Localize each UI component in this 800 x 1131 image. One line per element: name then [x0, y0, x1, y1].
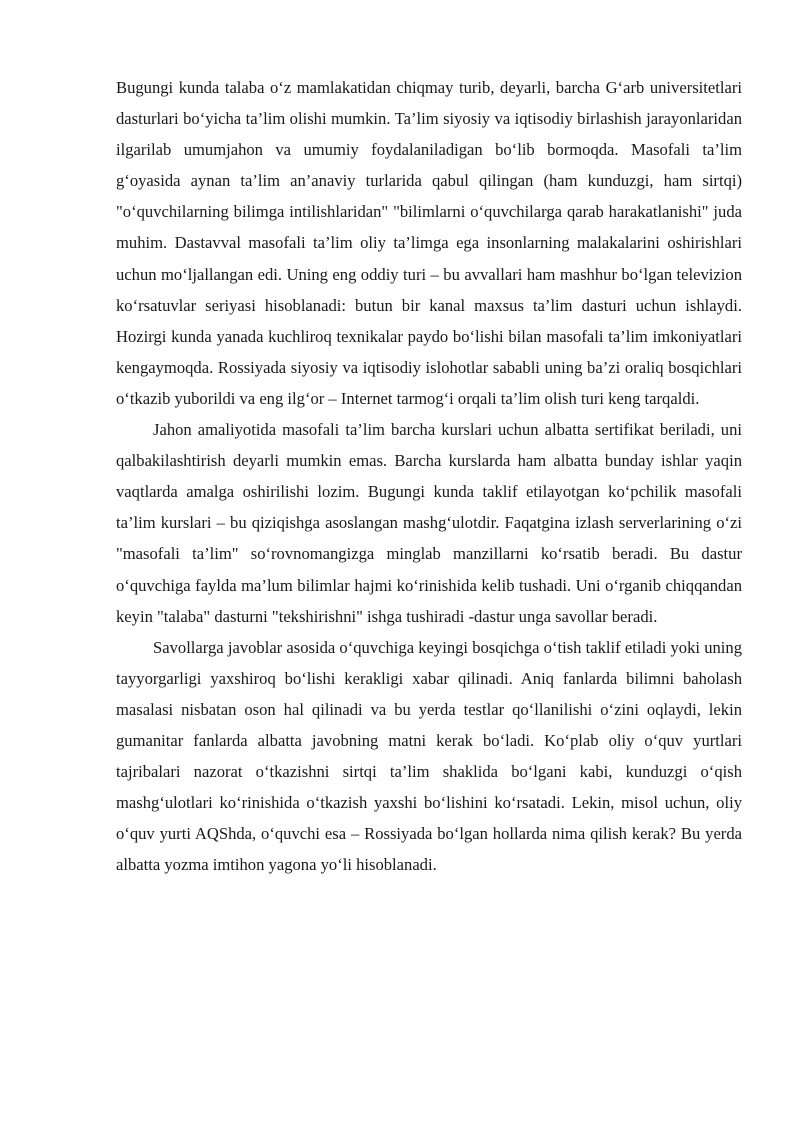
paragraph-1: Bugungi kunda talaba o‘z mamlakatidan chiqmay turib, deyarli, barcha G‘arb universitetlari dasturlari bo‘yicha ta’lim olishi mumkin. Ta’lim siyosiy va iqtisodiy birlashish jarayonlaridan ilgarilab umumjahon va umumiy foydalaniladigan bo‘lib bormoqda. Masofali ta’lim g‘oyasida aynan ta’lim an’anaviy turlarida qabul qilingan (ham kunduzgi, ham sirtqi) "o‘quvchilarning bilimga intilishlaridan" "bilimlarni o‘quvchilarga qarab harakatlanishi" juda muhim. Dastavval masofali ta’lim oliy ta’limga ega insonlarning malakalarini oshirishlari uchun mo‘ljallangan edi. Uning eng oddiy turi – bu avvallari ham mashhur bo‘lgan televizion ko‘rsatuvlar seriyasi hisoblanadi: butun bir kanal maxsus ta’lim dasturi uchun ishlaydi. Hozirgi kunda yanada kuchliroq texnikalar paydo bo‘lishi bilan masofali ta’lim imkoniyatlari kengaymoqda. Rossiyada siyosiy va iqtisodiy islohotlar sababli uning ba’zi oraliq bosqichlari o‘tkazib yuborildi va eng ilg‘or – Internet tarmog‘i orqali ta’lim olish turi keng tarqaldi. — [116, 78, 742, 408]
paragraph-2: Jahon amaliyotida masofali ta’lim barcha kurslari uchun albatta sertifikat beriladi, uni qalbakilashtirish deyarli mumkin emas. Barcha kurslarda ham albatta bunday ishlar yaqin vaqtlarda amalga oshirilishi lozim. Bugungi kunda taklif etilayotgan ko‘pchilik masofali ta’lim kurslari – bu qiziqishga asoslangan mashg‘ulotdir. Faqatgina izlash serverlarining o‘zi "masofali ta’lim" so‘rovnomangizga minglab manzillarni ko‘rsatib beradi. Bu dastur o‘quvchiga faylda ma’lum bilimlar hajmi ko‘rinishida kelib tushadi. Uni o‘rganib chiqqandan keyin "talaba" dasturni "tekshirishni" ishga tushiradi -dastur unga savollar beradi. — [116, 420, 742, 626]
paragraph-3: Savollarga javoblar asosida o‘quvchiga keyingi bosqichga o‘tish taklif etiladi yoki uning tayyorgarligi yaxshiroq bo‘lishi kerakligi xabar qilinadi. Aniq fanlarda bilimni baholash masalasi nisbatan oson hal qilinadi va bu yerda testlar qo‘llanilishi o‘zini oqlaydi, lekin gumanitar fanlarda albatta javobning matni kerak bo‘ladi. Ko‘plab oliy o‘quv yurtlari tajribalari nazorat o‘tkazishni sirtqi ta’lim shaklida bo‘lgani kabi, kunduzgi o‘qish mashg‘ulotlari ko‘rinishida o‘tkazish yaxshi bo‘lishini ko‘rsatadi. Lekin, misol uchun, oliy o‘quv yurti AQShda, o‘quvchi esa – Rossiyada bo‘lgan hollarda nima qilish kerak? Bu yerda albatta yozma imtihon yagona yo‘li hisoblanadi. — [116, 637, 742, 875]
document-page — [116, 72, 742, 880]
